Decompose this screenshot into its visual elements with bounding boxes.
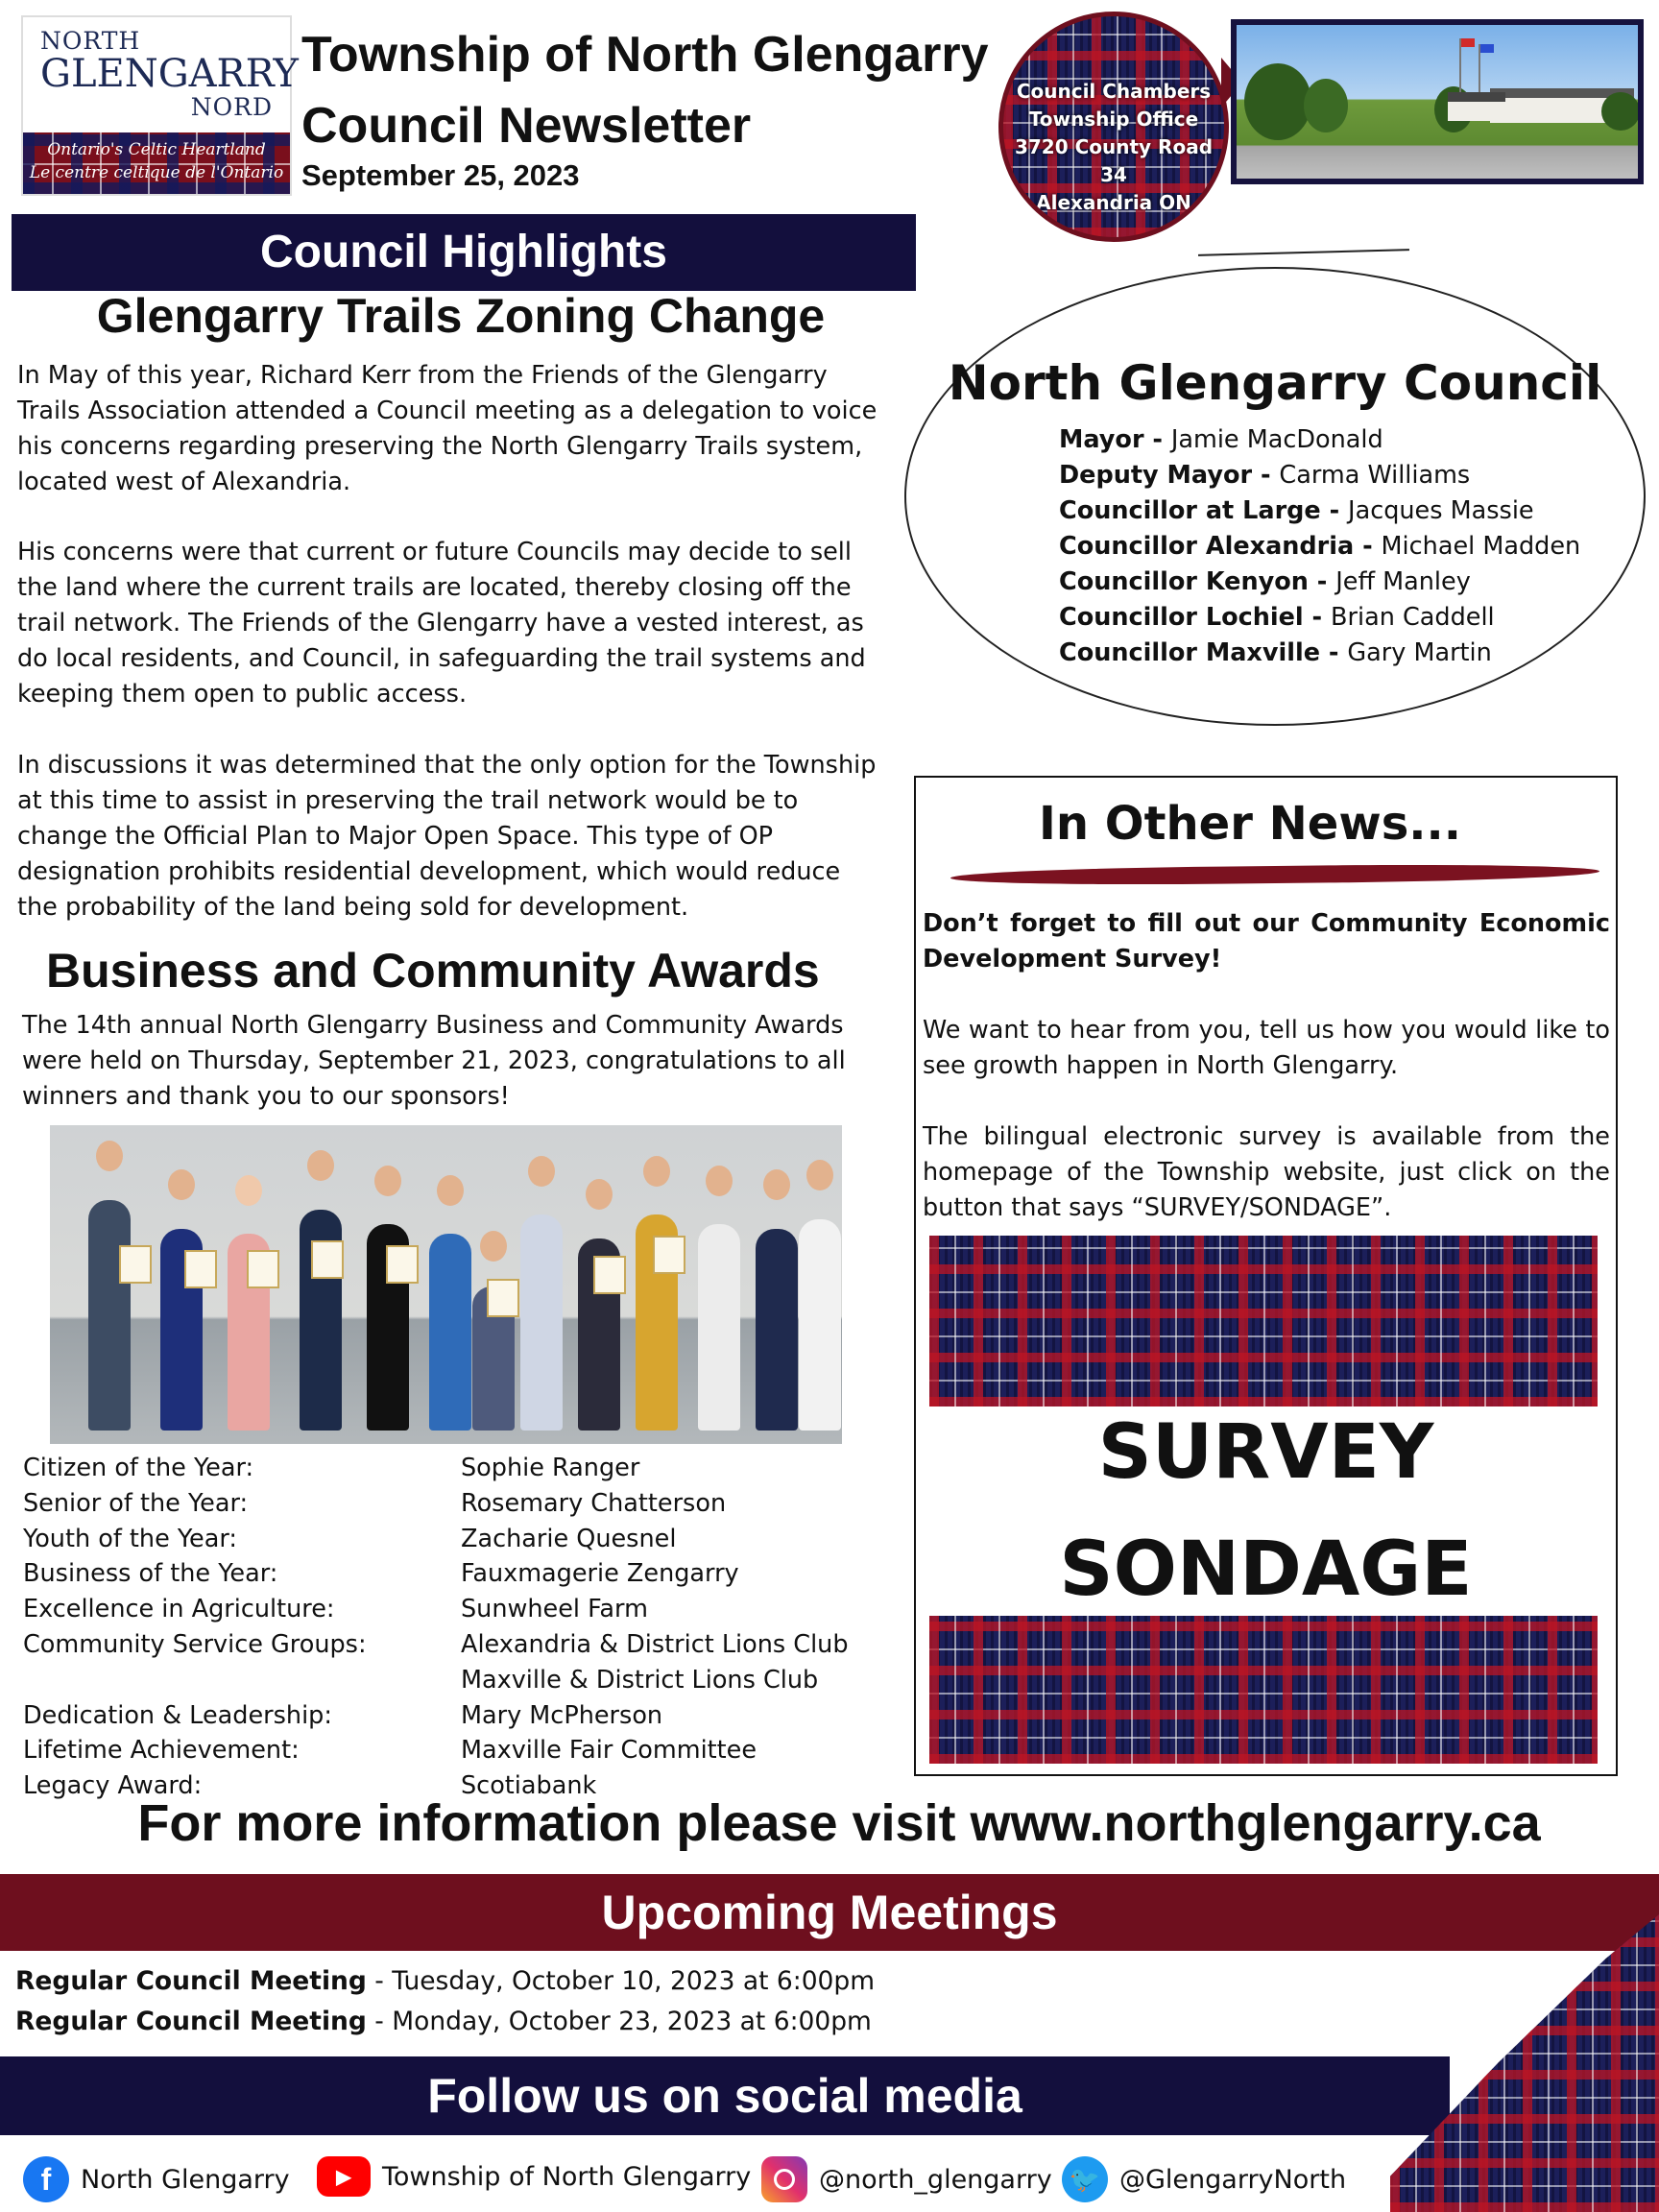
trails-paragraph-3: In discussions it was determined that the only option for the Township at this time to assist in preserving the trail network would be to change the Official Plan to Major Open Space. This type of OP designation prohibits residential development, which would reduce the probability of the land being sold for development. xyxy=(17,751,877,922)
chambers-line-1: Council Chambers xyxy=(1016,80,1212,103)
youtube-label: Township of North Glengarry xyxy=(382,2161,752,2192)
award-winner: Rosemary Chatterson xyxy=(461,1488,727,1518)
council-role: Deputy Mayor - xyxy=(1059,461,1280,490)
more-info-line[interactable]: For more information please visit www.northglengarry.ca xyxy=(137,1794,1541,1852)
council-role: Councillor Alexandria - xyxy=(1059,532,1382,561)
council-name: Michael Madden xyxy=(1381,532,1581,561)
council-role: Councillor Kenyon - xyxy=(1059,567,1336,596)
council-member xyxy=(1059,458,1580,493)
award-category: Dedication & Leadership: xyxy=(23,1700,332,1730)
council-member xyxy=(1059,565,1580,600)
council-member xyxy=(1059,529,1580,565)
awards-list xyxy=(23,1451,868,1815)
other-news-title: In Other News... xyxy=(1039,797,1461,851)
award-winner: Sophie Ranger xyxy=(461,1454,640,1482)
awards-group-photo xyxy=(50,1125,842,1444)
council-title: North Glengarry Council xyxy=(948,355,1602,411)
meeting-item xyxy=(15,1966,875,1996)
council-name: Jeff Manley xyxy=(1335,567,1471,596)
meeting-label: Regular Council Meeting xyxy=(15,1966,367,1996)
award-category: Business of the Year: xyxy=(23,1559,278,1589)
tartan-strip-bottom xyxy=(929,1616,1598,1764)
facebook-icon: f xyxy=(23,2156,69,2202)
tartan-strip-top xyxy=(929,1236,1598,1407)
twitter-link[interactable] xyxy=(1062,2156,1346,2202)
trails-paragraph-1: In May of this year, Richard Kerr from the Friends of the Glengarry Trails Association attended a Council meeting as a delegation to voice his concerns regarding preserving the North Glengarry Trails system, located west of Alexandria. xyxy=(17,361,878,496)
social-media-label: Follow us on social media xyxy=(427,2069,1022,2123)
award-winner: Fauxmagerie Zengarry xyxy=(461,1559,739,1589)
upcoming-meetings-label: Upcoming Meetings xyxy=(601,1886,1058,1939)
award-winner: Sunwheel Farm xyxy=(461,1595,648,1624)
survey-reminder: Don’t forget to fill out our Community Economic Development Survey! xyxy=(923,909,1610,974)
chambers-line-3: 3720 County Road 34 xyxy=(1014,135,1214,186)
township-office-photo xyxy=(1231,19,1644,184)
newsletter-date: September 25, 2023 xyxy=(301,158,580,192)
meeting-item xyxy=(15,2007,872,2036)
council-member xyxy=(1059,422,1580,458)
council-role: Councillor at Large - xyxy=(1059,496,1349,525)
facebook-link[interactable] xyxy=(23,2156,290,2202)
council-highlights-banner xyxy=(12,214,916,291)
social-media-banner xyxy=(0,2056,1450,2135)
award-category: Youth of the Year: xyxy=(23,1524,237,1553)
chambers-line-4: Alexandria ON xyxy=(1036,191,1191,214)
survey-paragraph-3: The bilingual electronic survey is available from the homepage of the Township website, just click on the button that says “SURVEY/SONDAGE”. xyxy=(923,1122,1610,1222)
council-members xyxy=(1059,422,1580,671)
award-category: Citizen of the Year: xyxy=(23,1454,254,1482)
meeting-detail: - Tuesday, October 10, 2023 at 6:00pm xyxy=(366,1966,876,1996)
council-role: Councillor Lochiel - xyxy=(1059,603,1332,632)
upcoming-meetings-banner xyxy=(0,1874,1659,1951)
awards-heading: Business and Community Awards xyxy=(46,944,820,998)
council-name: Jamie MacDonald xyxy=(1170,425,1383,454)
youtube-link[interactable] xyxy=(317,2156,751,2197)
award-winner: Mary McPherson xyxy=(461,1700,663,1730)
council-chambers-bubble xyxy=(998,12,1229,242)
newsletter-title xyxy=(301,19,988,161)
logo-glengarry: GLENGARRY xyxy=(40,52,299,96)
award-winner: Maxville & District Lions Club xyxy=(461,1665,819,1695)
awards-intro: The 14th annual North Glengarry Business and Community Awards were held on Thursday, September 21, 2023, congratulations to all winners and thank you to our sponsors! xyxy=(22,1011,846,1111)
twitter-label: @GlengarryNorth xyxy=(1119,2164,1347,2195)
award-winner: Scotiabank xyxy=(461,1771,597,1801)
other-news-text xyxy=(923,906,1610,1226)
sondage-button-label[interactable]: SONDAGE xyxy=(1059,1527,1473,1613)
trails-paragraph-2: His concerns were that current or future Councils may decide to sell the land where the current trails are located, thereby closing off the trail network. The Friends of the Glengarry have a vested interest, as do local residents, and Council, in safeguarding the trail systems and keeping them open to public access. xyxy=(17,538,866,709)
council-name: Brian Caddell xyxy=(1331,603,1495,632)
council-role: Mayor - xyxy=(1059,425,1171,454)
meeting-detail: - Monday, October 23, 2023 at 6:00pm xyxy=(366,2007,872,2036)
council-member xyxy=(1059,600,1580,636)
council-role: Councillor Maxville - xyxy=(1059,638,1348,667)
twitter-icon: 🐦 xyxy=(1062,2156,1108,2202)
award-category: Legacy Award: xyxy=(23,1771,203,1801)
council-name: Gary Martin xyxy=(1347,638,1492,667)
award-category: Community Service Groups: xyxy=(23,1630,367,1659)
award-category: Lifetime Achievement: xyxy=(23,1736,300,1766)
logo-tartan-band xyxy=(23,132,290,194)
council-name: Carma Williams xyxy=(1279,461,1471,490)
chambers-line-2: Township Office xyxy=(1028,108,1199,131)
instagram-label: @north_glengarry xyxy=(819,2164,1052,2195)
logo-tagline-en: Ontario's Celtic Heartland xyxy=(47,140,266,159)
survey-paragraph-2: We want to hear from you, tell us how you would like to see growth happen in North Glengarry. xyxy=(923,1016,1610,1080)
facebook-label: North Glengarry xyxy=(81,2164,290,2195)
ellipse-accent-line xyxy=(1198,249,1409,256)
logo-north: NORTH xyxy=(40,27,141,55)
council-highlights-label: Council Highlights xyxy=(260,227,667,277)
title-line-1: Township of North Glengarry xyxy=(301,27,989,83)
instagram-link[interactable] xyxy=(761,2156,1052,2202)
instagram-icon xyxy=(761,2156,807,2202)
trails-heading: Glengarry Trails Zoning Change xyxy=(96,289,826,343)
award-category: Excellence in Agriculture: xyxy=(23,1595,335,1624)
meeting-label: Regular Council Meeting xyxy=(15,2007,367,2036)
council-name: Jacques Massie xyxy=(1348,496,1534,525)
youtube-icon: ▶ xyxy=(317,2156,371,2197)
logo-tagline-fr: Le centre celtique de l'Ontario xyxy=(29,163,284,182)
award-winner: Maxville Fair Committee xyxy=(461,1736,757,1766)
council-member xyxy=(1059,636,1580,671)
council-member xyxy=(1059,493,1580,529)
survey-button-label[interactable]: SURVEY xyxy=(1097,1409,1434,1496)
title-line-2: Council Newsletter xyxy=(301,98,752,154)
award-winner: Zacharie Quesnel xyxy=(461,1524,677,1553)
award-winner: Alexandria & District Lions Club xyxy=(461,1630,849,1659)
township-logo xyxy=(21,15,299,196)
award-category: Senior of the Year: xyxy=(23,1488,249,1518)
logo-nord: NORD xyxy=(190,93,273,121)
